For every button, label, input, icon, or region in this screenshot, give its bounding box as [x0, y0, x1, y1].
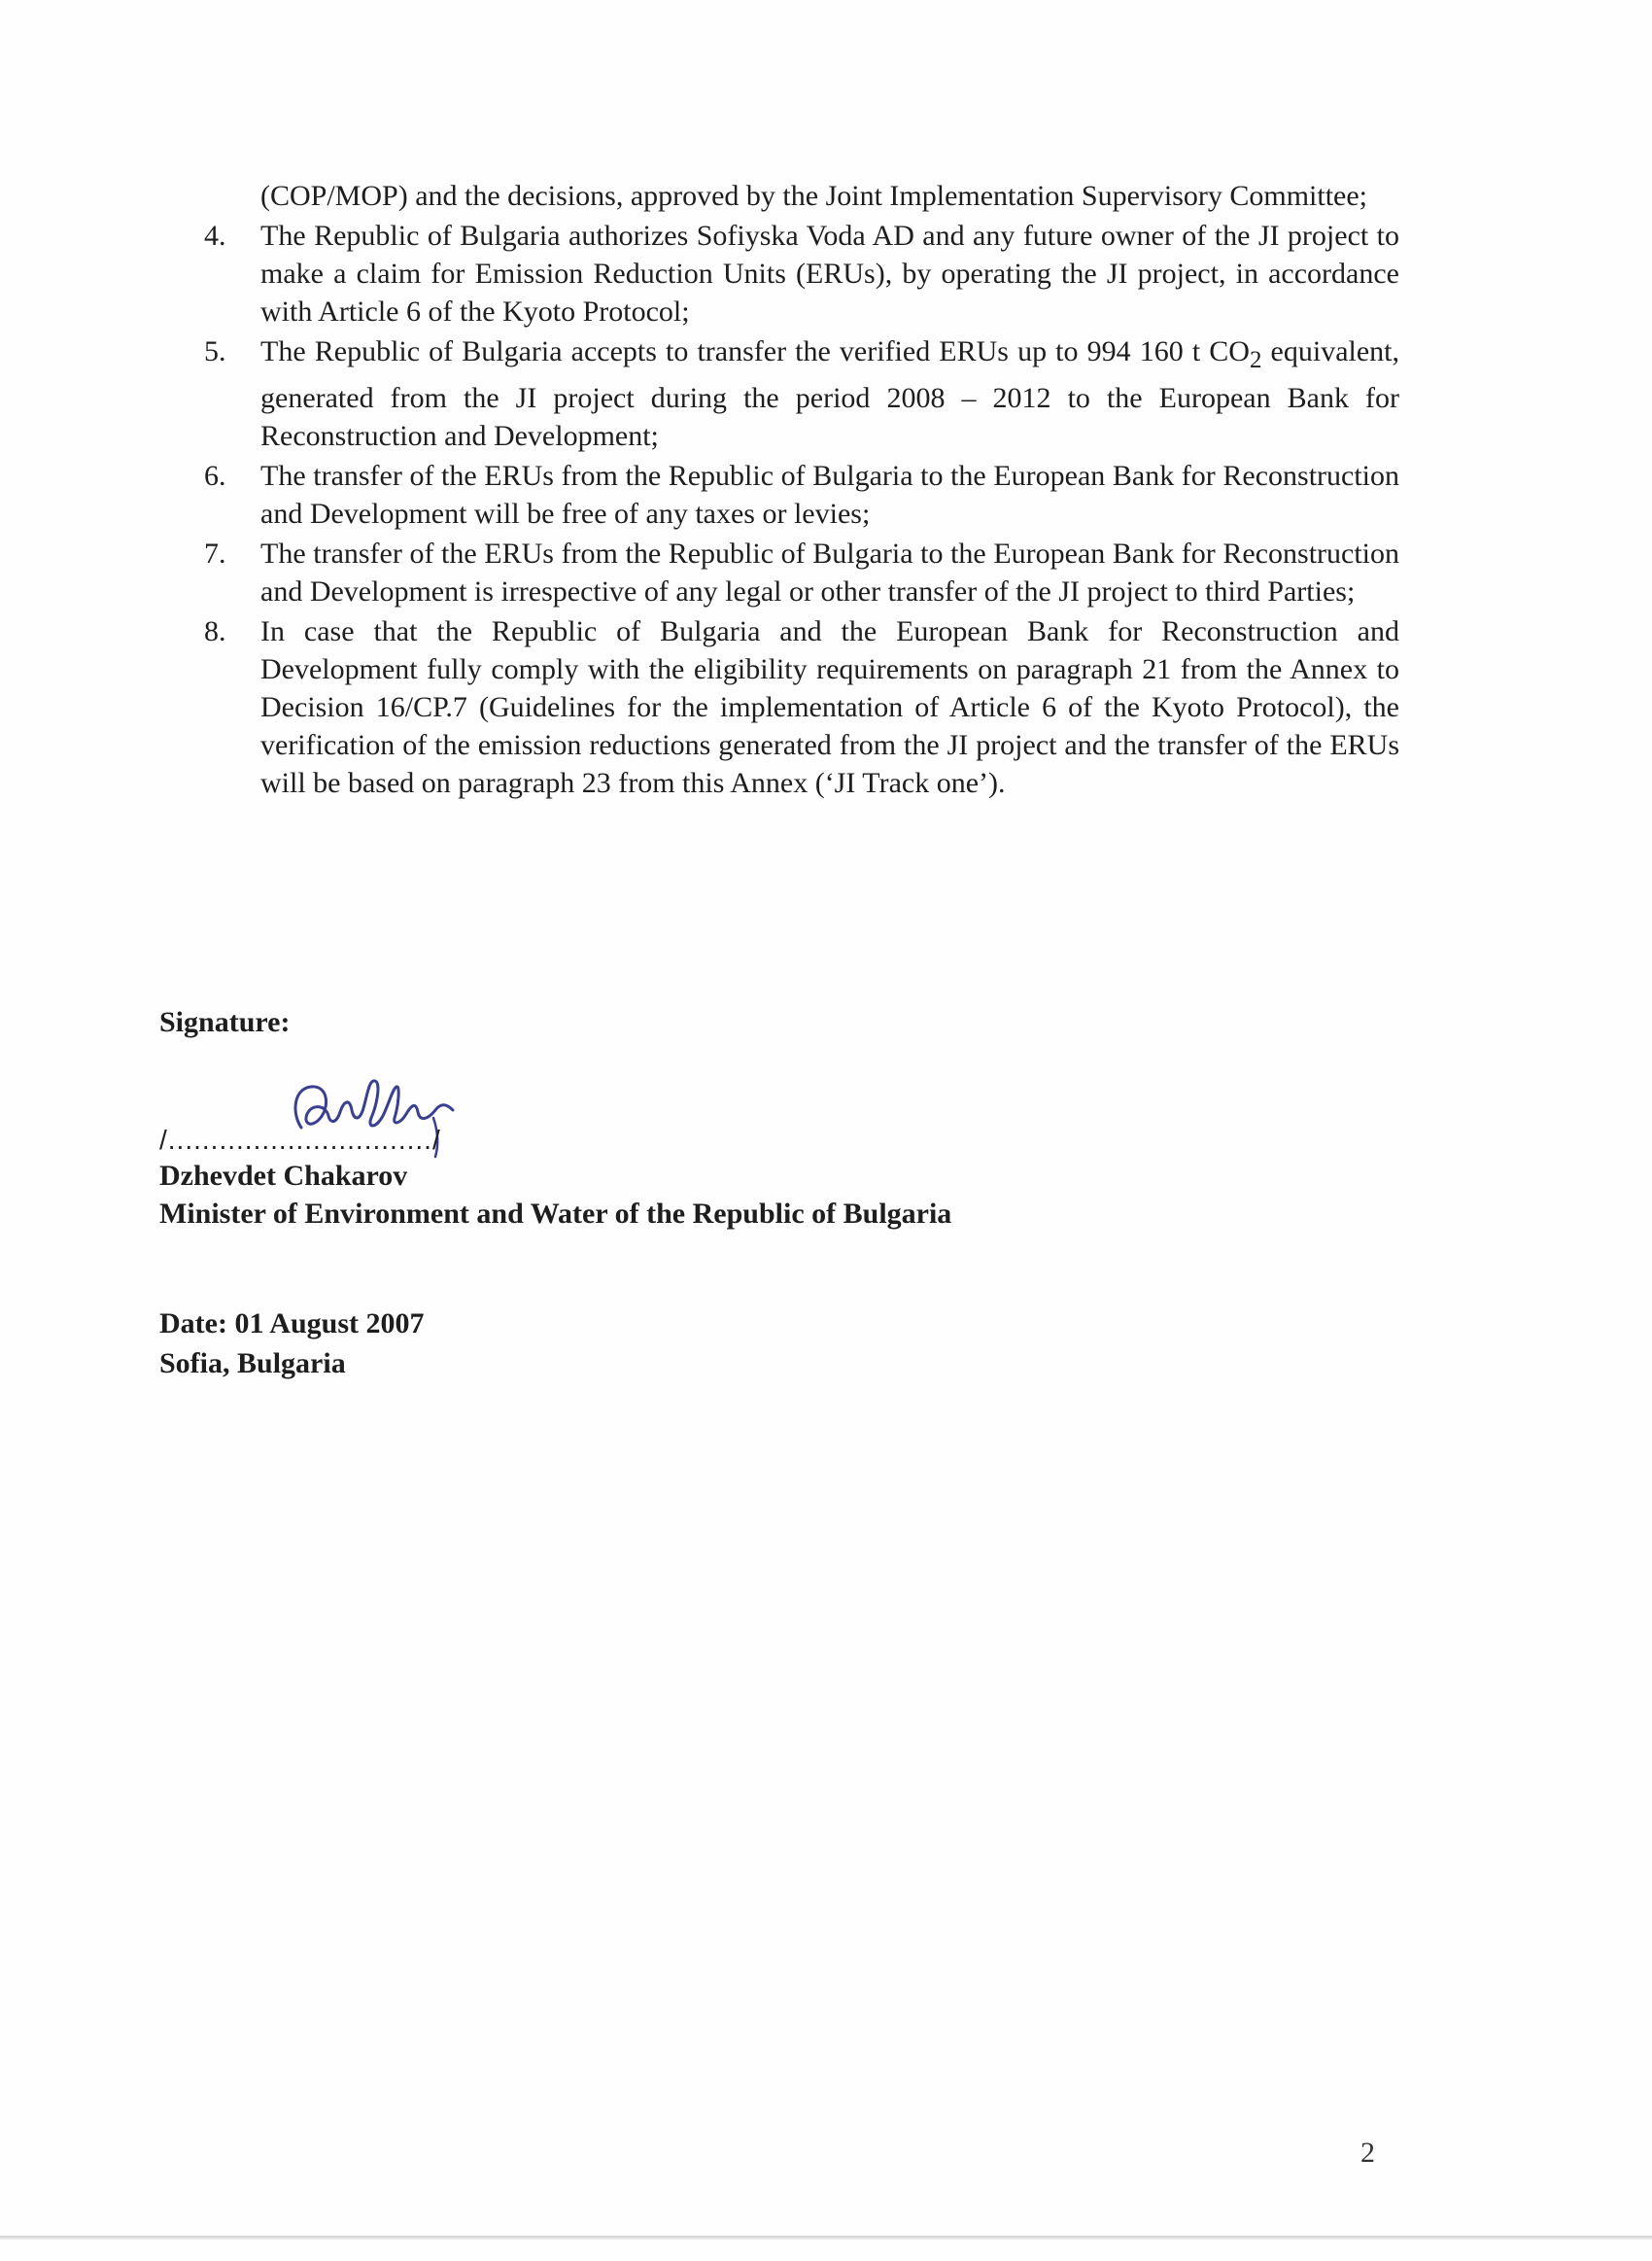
list-item: [204, 332, 1399, 455]
item-number: 6.: [204, 460, 226, 492]
item-text: The transfer of the ERUs from the Republic of Bulgaria to the European Bank for Reconstruction and Development will be free of any taxes or levies;: [260, 460, 1399, 530]
item-text: In case that the Republic of Bulgaria and the European Bank for Reconstruction and Development fully comply with the eligibility requirements on paragraph 21 from the Annex to Decision 16/CP.7 (Guidelines for the implementation of Article 6 of the Kyoto Protocol), the verification of the emission reductions generated from the JI project and the transfer of the ERUs will be based on paragraph 23 from this Annex (‘JI Track one’).: [260, 615, 1399, 799]
list-item: [204, 217, 1399, 330]
item-text-part: The Republic of Bulgaria accepts to transfer the verified ERUs up to 994 160 t CO: [260, 335, 1250, 367]
document-place: Sofia, Bulgaria: [159, 1347, 346, 1379]
item-number: 4.: [204, 220, 226, 252]
item-text: [260, 335, 1399, 452]
scan-bottom-edge: [0, 2236, 1652, 2240]
continuation-text: (COP/MOP) and the decisions, approved by the Joint Implementation Supervisory Committee;: [260, 180, 1368, 212]
signature-label: Signature:: [159, 1006, 291, 1038]
item-text: The Republic of Bulgaria authorizes Sofiyska Voda AD and any future owner of the JI project to make a claim for Emission Reduction Units (ERUs), by operating the JI project, in accordance with Article 6 of the Kyoto Protocol;: [260, 220, 1399, 328]
signer-name: Dzhevdet Chakarov: [159, 1160, 408, 1192]
signer-title: Minister of Environment and Water of the Republic of Bulgaria: [159, 1198, 952, 1230]
document-date: Date: 01 August 2007: [159, 1307, 425, 1339]
page-number: 2: [1360, 2137, 1375, 2169]
item-number: 7.: [204, 538, 226, 570]
item-text: The transfer of the ERUs from the Republic of Bulgaria to the European Bank for Reconstruction and Development is irrespective of any legal or other transfer of the JI project to third Parties;: [260, 538, 1399, 608]
list-item: [204, 457, 1399, 533]
list-item: [204, 612, 1399, 802]
item-text-part: equivalent, generated from the JI project during the period 2008 – 2012 to the European Bank for Reconstruction and Development;: [260, 335, 1399, 452]
co2-subscript: 2: [1249, 347, 1262, 373]
signature-line: /.............................../: [159, 1125, 441, 1155]
list-item: [204, 535, 1399, 610]
numbered-list: [204, 177, 1399, 802]
item-number: 5.: [204, 335, 226, 367]
item-number: 8.: [204, 615, 226, 647]
